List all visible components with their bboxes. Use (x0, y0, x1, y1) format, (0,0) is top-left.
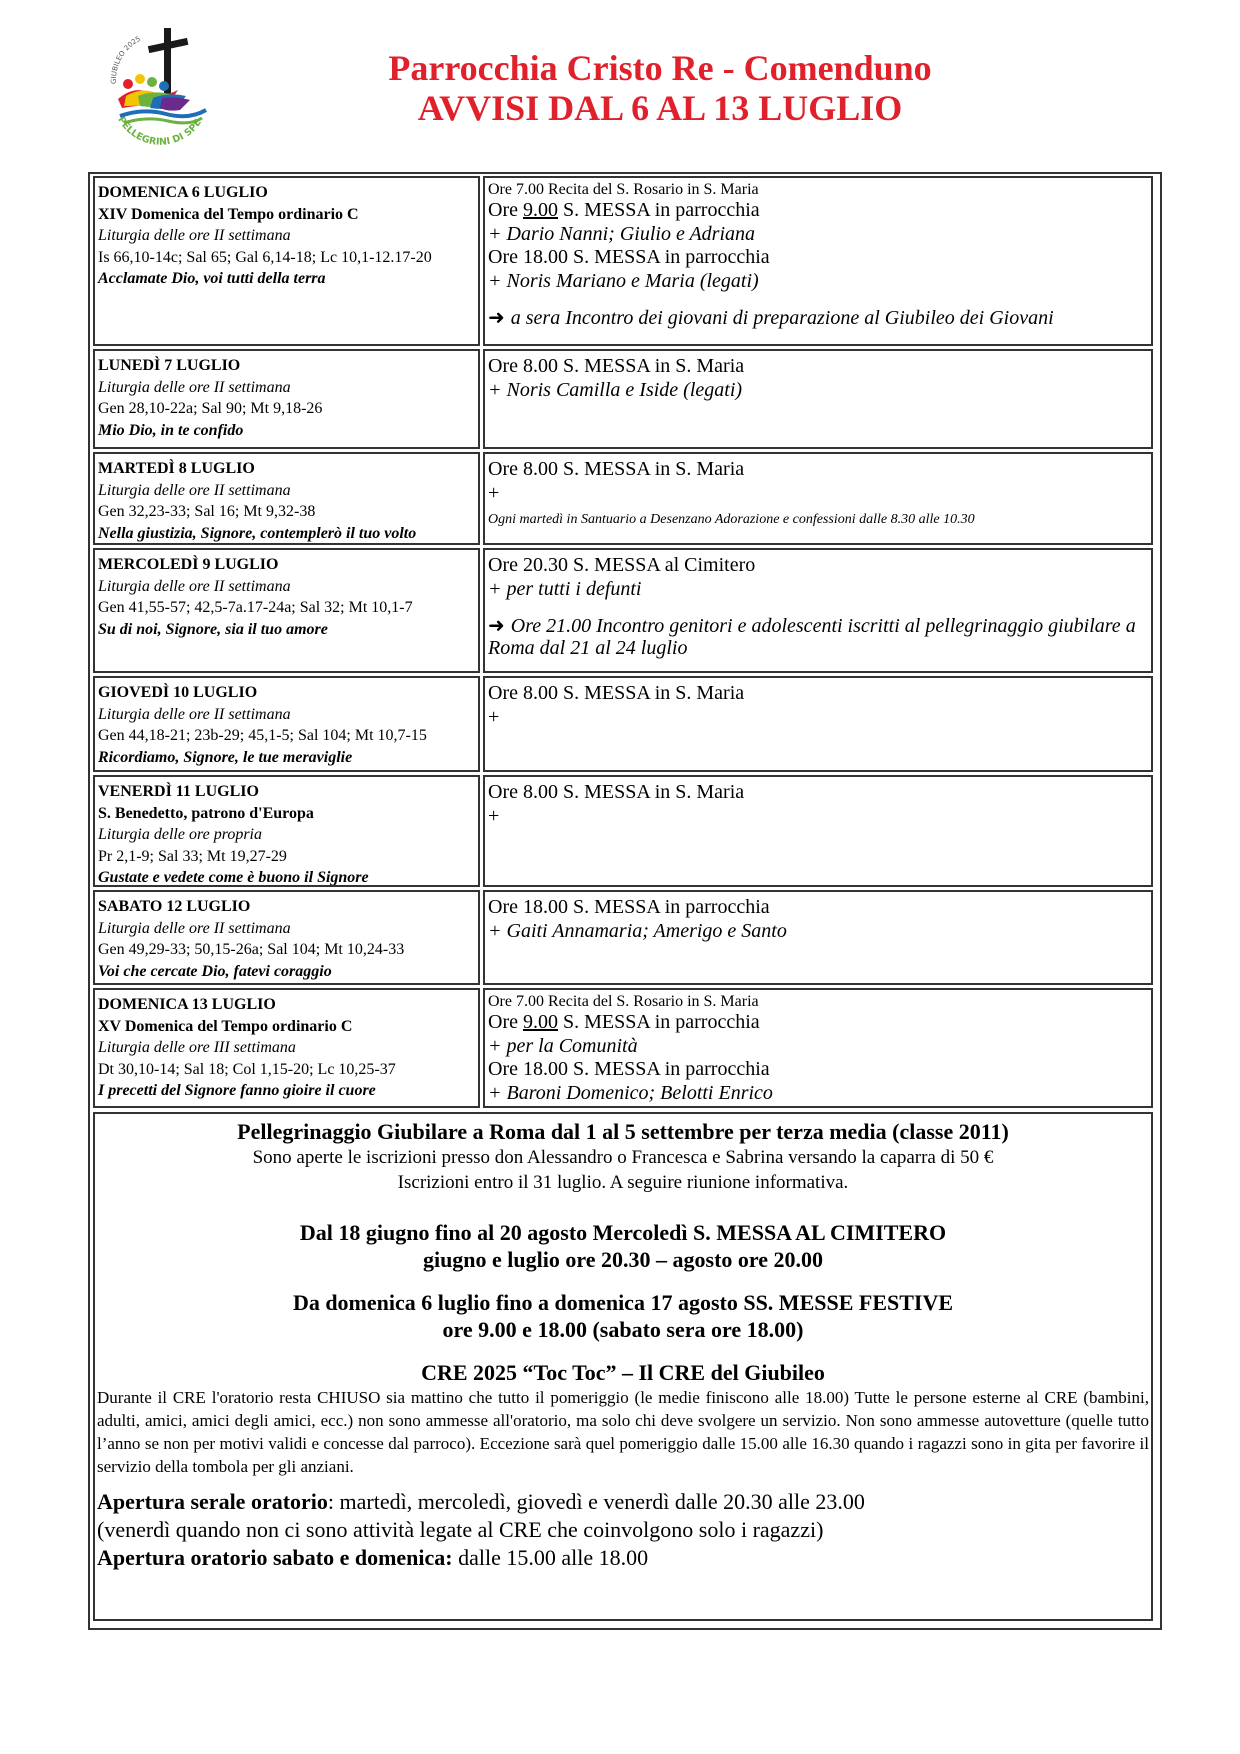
day-title: MERCOLEDÌ 9 LUGLIO (98, 556, 279, 573)
day-salmo: Voi che cercate Dio, fatevi coraggio (98, 962, 332, 980)
cimitero-title: Dal 18 giugno fino al 20 agosto Mercoledì S. MESSA AL CIMITERO (299, 1220, 947, 1245)
messa-line: Ore 18.00 S. MESSA in parrocchia (488, 246, 770, 268)
messa-line: Ore 18.00 S. MESSA in parrocchia (488, 1058, 770, 1080)
day-liturgia: Liturgia delle ore II settimana (98, 577, 291, 595)
day-letture: Gen 44,18-21; 23b-29; 45,1-5; Sal 104; Mt 10,7-15 (98, 727, 427, 744)
jubilee-logo (98, 24, 223, 159)
festive-times: ore 9.00 e 18.00 (sabato sera ore 18.00) (442, 1317, 804, 1342)
day-letture: Gen 49,29-33; 50,15-26a; Sal 104; Mt 10,24-33 (98, 941, 405, 958)
day-events-giovedi-10 (483, 676, 1153, 772)
day-info-domenica-6 (93, 176, 480, 346)
day-title: LUNEDÌ 7 LUGLIO (98, 357, 241, 374)
day-letture: Gen 28,10-22a; Sal 90; Mt 9,18-26 (98, 400, 323, 417)
messa-line: Ore 9.00 S. MESSA in parrocchia (488, 1011, 760, 1033)
day-liturgia: Liturgia delle ore II settimana (98, 227, 291, 244)
day-letture: Dt 30,10-14; Sal 18; Col 1,15-20; Lc 10,25-37 (98, 1060, 396, 1078)
day-subtitle: S. Benedetto, patrono d'Europa (98, 804, 314, 822)
day-title: MARTEDÌ 8 LUGLIO (98, 460, 255, 477)
day-info-venerdi-11 (93, 775, 480, 887)
page-subtitle: AVVISI DAL 6 AL 13 LUGLIO (417, 88, 903, 128)
festive-title: Da domenica 6 luglio fino a domenica 17 agosto SS. MESSE FESTIVE (292, 1290, 954, 1315)
day-liturgia: Liturgia delle ore II settimana (98, 378, 291, 396)
day-events-domenica-6 (483, 176, 1153, 346)
cre-text: Durante il CRE l'oratorio resta CHIUSO sia mattino che tutto il pomeriggio (le medie finiscono alle 18.00) Tutte le persone esterne al CRE (bambini, adulti, amici, amici degli amici, ecc.) non sono ammesse all'oratorio, ma solo chi deve svolgere un servizio. Non sono ammesse autovetture (quelle tutto l’anno se non per motivi validi e concesse dal parroco). Eccezione sarà quel pomeriggio dalle 15.00 alle 16.30 quando i ragazzi sono in gita per favorire il servizio della tombola per gli anziani. (97, 1388, 1149, 1476)
messa-line: Ore 8.00 S. MESSA in S. Maria (488, 781, 745, 803)
day-info-lunedi-7 (93, 349, 480, 449)
logo-text-top: GIUBILEO 2025 (109, 34, 142, 85)
day-letture: Pr 2,1-9; Sal 33; Mt 19,27-29 (98, 847, 287, 865)
jubilee-2025-logo-icon (98, 24, 223, 159)
day-events-sabato-12 (483, 890, 1153, 985)
day-info-giovedi-10 (93, 676, 480, 772)
page-title: Parrocchia Cristo Re - Comenduno (388, 48, 932, 88)
messa-line: Ore 20.30 S. MESSA al Cimitero (488, 554, 756, 576)
day-salmo: Mio Dio, in te confido (98, 421, 244, 439)
messa-line: Ore 18.00 S. MESSA in parrocchia (488, 896, 770, 918)
arrow-right-icon: ➜ (488, 307, 505, 329)
day-info-domenica-13 (93, 988, 480, 1108)
intenzione: + Gaiti Annamaria; Amerigo e Santo (488, 919, 787, 942)
day-liturgia: Liturgia delle ore II settimana (98, 705, 291, 723)
arrow-right-icon: ➜ (488, 615, 505, 637)
day-salmo: Nella giustizia, Signore, contemplerò il tuo volto (98, 524, 417, 542)
intenzione: + Baroni Domenico; Belotti Enrico (488, 1081, 773, 1104)
day-letture: Gen 41,55-57; 42,5-7a.17-24a; Sal 32; Mt 10,1-7 (98, 599, 413, 616)
day-salmo: Acclamate Dio, voi tutti della terra (98, 270, 326, 287)
apertura-serale: Apertura serale oratorio: martedì, mercoledì, giovedì e venerdì dalle 20.30 alle 23.00 (97, 1489, 865, 1514)
avvisi-section (93, 1112, 1153, 1621)
page-header (260, 48, 1060, 128)
day-events-domenica-13 (483, 988, 1153, 1108)
day-subtitle: XV Domenica del Tempo ordinario C (98, 1017, 353, 1035)
day-liturgia: Liturgia delle ore II settimana (98, 919, 291, 937)
day-events-martedi-8 (483, 452, 1153, 545)
day-events-venerdi-11 (483, 775, 1153, 887)
day-salmo: Gustate e vedete come è buono il Signore (98, 869, 369, 886)
day-events-lunedi-7 (483, 349, 1153, 449)
messa-line: Ore 8.00 S. MESSA in S. Maria (488, 682, 745, 704)
day-title: SABATO 12 LUGLIO (98, 898, 251, 915)
day-letture: Is 66,10-14c; Sal 65; Gal 6,14-18; Lc 10,1-12.17-20 (98, 248, 432, 266)
day-liturgia: Liturgia delle ore propria (98, 826, 262, 843)
intenzione: + (488, 804, 500, 827)
intenzione: + per tutti i defunti (488, 577, 642, 600)
day-info-sabato-12 (93, 890, 480, 985)
intenzione: + (488, 705, 500, 728)
rosario: Ore 7.00 Recita del S. Rosario in S. Maria (488, 993, 759, 1010)
day-liturgia: Liturgia delle ore II settimana (98, 481, 291, 499)
event-note: ➜ a sera Incontro dei giovani di preparazione al Giubileo dei Giovani (488, 307, 1054, 329)
day-title: VENERDÌ 11 LUGLIO (98, 783, 259, 800)
cre-title: CRE 2025 “Toc Toc” – Il CRE del Giubileo (421, 1360, 825, 1385)
messa-line: Ore 9.00 S. MESSA in parrocchia (488, 199, 760, 221)
messa-line: Ore 8.00 S. MESSA in S. Maria (488, 458, 745, 480)
day-salmo: I precetti del Signore fanno gioire il cuore (98, 1082, 376, 1099)
day-liturgia: Liturgia delle ore III settimana (98, 1039, 296, 1056)
rosario: Ore 7.00 Recita del S. Rosario in S. Maria (488, 181, 759, 198)
day-info-martedi-8 (93, 452, 480, 545)
intenzione: + per la Comunità (488, 1034, 638, 1057)
day-info-mercoledi-9 (93, 548, 480, 673)
logo-text-bottom: PELLEGRINI DI SPE (115, 114, 204, 148)
day-salmo: Ricordiamo, Signore, le tue meraviglie (98, 748, 353, 766)
intenzione: + Dario Nanni; Giulio e Adriana (488, 222, 756, 245)
apertura-serale-note: (venerdì quando non ci sono attività legate al CRE che coinvolgono solo i ragazzi) (97, 1517, 824, 1542)
day-subtitle: XIV Domenica del Tempo ordinario C (98, 205, 359, 223)
intenzione: + Noris Mariano e Maria (legati) (488, 269, 759, 292)
event-note: ➜ Ore 21.00 Incontro genitori e adolescenti iscritti al pellegrinaggio giubilare a Roma dal 21 al 24 luglio (488, 615, 1136, 659)
messa-line: Ore 8.00 S. MESSA in S. Maria (488, 355, 745, 377)
intenzione: + (488, 481, 500, 504)
pellegrinaggio-line: Iscrizioni entro il 31 luglio. A seguire riunione informativa. (397, 1172, 849, 1193)
day-events-mercoledi-9 (483, 548, 1153, 673)
day-title: DOMENICA 13 LUGLIO (98, 996, 276, 1013)
day-title: GIOVEDÌ 10 LUGLIO (98, 684, 258, 701)
pellegrinaggio-line: Sono aperte le iscrizioni presso don Alessandro o Francesca e Sabrina versando la caparra di 50 € (252, 1147, 994, 1168)
pellegrinaggio-title: Pellegrinaggio Giubilare a Roma dal 1 al 5 settembre per terza media (classe 2011) (237, 1119, 1009, 1144)
day-salmo: Su di noi, Signore, sia il tuo amore (98, 620, 328, 638)
day-letture: Gen 32,23-33; Sal 16; Mt 9,32-38 (98, 503, 316, 520)
intenzione: + Noris Camilla e Iside (legati) (488, 378, 743, 401)
event-note: Ogni martedì in Santuario a Desenzano Adorazione e confessioni dalle 8.30 alle 10.30 (488, 512, 975, 527)
cimitero-times: giugno e luglio ore 20.30 – agosto ore 20.00 (422, 1247, 824, 1272)
day-title: DOMENICA 6 LUGLIO (98, 184, 268, 201)
apertura-weekend: Apertura oratorio sabato e domenica: dalle 15.00 alle 18.00 (97, 1545, 649, 1570)
